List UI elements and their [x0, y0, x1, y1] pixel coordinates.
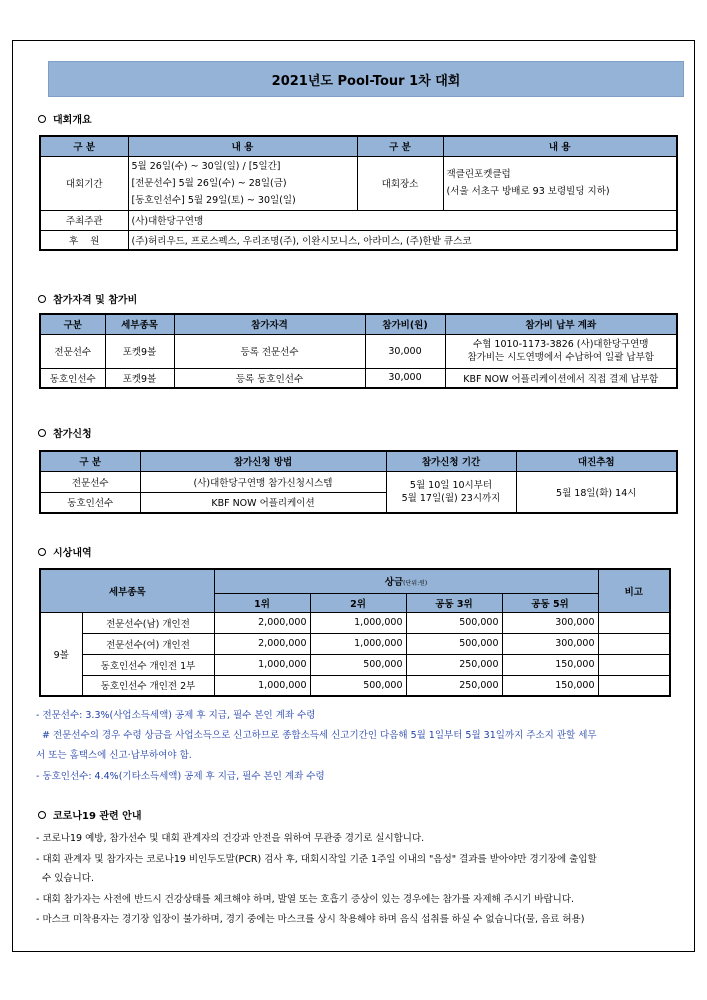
- period-value: [128, 156, 357, 210]
- prize-note-line: - 동호인선수: 4.4%(기타소득세액) 공제 후 지급, 필수 본인 계좌 수령: [36, 771, 325, 782]
- eligibility-type: 전문선수: [40, 334, 105, 368]
- circle-bullet-icon: [38, 548, 46, 556]
- prize-note: [598, 633, 670, 654]
- eligibility-payment: KBF NOW 어플리케이션에서 직접 결제 납부함: [445, 368, 677, 388]
- rank-header-3: 공동 3위: [406, 593, 502, 612]
- prize-1st: 2,000,000: [214, 633, 310, 654]
- prize-1st: 2,000,000: [214, 612, 310, 633]
- period-line: [동호인선수] 5월 29일(토) ~ 30일(일): [131, 194, 296, 206]
- eligibility-header-fee: 참가비(원): [365, 314, 445, 334]
- prizes-header-prize: [214, 569, 598, 593]
- prize-5th: 150,000: [502, 654, 598, 675]
- eligibility-payment: [445, 334, 677, 368]
- prize-note-line: - 전문선수: 3.3%(사업소득세액) 공제 후 지급, 필수 본인 계좌 수령: [36, 710, 316, 721]
- prize-event-name: 전문선수(남) 개인전: [82, 612, 214, 633]
- section-overview-heading: [38, 111, 92, 126]
- covid-line: - 대회 참가자는 사전에 반드시 건강상태를 체크해야 하며, 발열 또는 호흡기 증상이 있는 경우에는 참가를 자제해 주시기 바랍니다.: [36, 894, 575, 905]
- overview-header-category: 구 분: [40, 136, 128, 156]
- prizes-header-event: 세부종목: [40, 569, 214, 612]
- eligibility-table: [39, 313, 678, 389]
- registration-header-period: 참가신청 기간: [386, 451, 516, 471]
- host-value: (사)대한당구연맹: [128, 210, 677, 230]
- prize-note: [598, 654, 670, 675]
- section-eligibility-label: 참가자격 및 참가비: [53, 295, 138, 306]
- overview-header-content-2: 내 용: [443, 136, 677, 156]
- venue-value: [443, 156, 677, 210]
- prize-event-name: 전문선수(여) 개인전: [82, 633, 214, 654]
- period-label: 대회기간: [40, 156, 128, 210]
- prize-note: [598, 675, 670, 696]
- rank-header-5: 공동 5위: [502, 593, 598, 612]
- prize-note-line: 서 또는 홈택스에 신고·납부하여야 함.: [36, 750, 192, 761]
- section-overview-label: 대회개요: [53, 115, 92, 126]
- venue-line: (서울 서초구 방배로 93 보령빌딩 지하): [446, 186, 610, 197]
- eligibility-qualification: 등록 동호인선수: [174, 368, 365, 388]
- eligibility-header-event: 세부종목: [105, 314, 174, 334]
- section-prizes-label: 시상내역: [53, 548, 92, 559]
- eligibility-fee: 30,000: [365, 368, 445, 388]
- prize-event-name: 동호인선수 개인전 1부: [82, 654, 214, 675]
- section-covid-label: 코로나19 관련 안내: [53, 811, 142, 822]
- registration-method: (사)대한당구연맹 참가신청시스템: [140, 471, 386, 492]
- circle-bullet-icon: [38, 295, 46, 303]
- registration-period: [386, 471, 516, 513]
- eligibility-header-payment: 참가비 납부 계좌: [445, 314, 677, 334]
- registration-draw: 5월 18일(화) 14시: [516, 471, 677, 513]
- prize-5th: 300,000: [502, 633, 598, 654]
- venue-label: 대회장소: [357, 156, 443, 210]
- prize-note-line: # 전문선수의 경우 수령 상금을 사업소득으로 신고하므로 종합소득세 신고기간인 다음해 5월 1일부터 5월 31일까지 주소지 관할 세무: [36, 730, 597, 741]
- overview-header-content: 내 용: [128, 136, 357, 156]
- prize-3rd: 250,000: [406, 675, 502, 696]
- venue-line: 잭클린포켓클럽: [446, 169, 511, 180]
- prize-unit: (단위:원): [403, 580, 428, 588]
- registration-table: [39, 450, 678, 514]
- prize-2nd: 500,000: [310, 675, 406, 696]
- prize-2nd: 500,000: [310, 654, 406, 675]
- eligibility-event: 포켓9볼: [105, 334, 174, 368]
- eligibility-type: 동호인선수: [40, 368, 105, 388]
- prize-2nd: 1,000,000: [310, 612, 406, 633]
- prize-1st: 1,000,000: [214, 654, 310, 675]
- payment-line: 수협 1010-1173-3826 (사)대한당구연맹: [473, 339, 649, 350]
- registration-header-method: 참가신청 방법: [140, 451, 386, 471]
- prize-5th: 300,000: [502, 612, 598, 633]
- prize-event-name: 동호인선수 개인전 2부: [82, 675, 214, 696]
- circle-bullet-icon: [38, 429, 46, 437]
- covid-line: 수 있습니다.: [36, 873, 94, 884]
- eligibility-fee: 30,000: [365, 334, 445, 368]
- sponsor-value: (주)허리우드, 프로스펙스, 우리조명(주), 이완시모니스, 아라미스, (주)한밭 큐스코: [128, 230, 677, 250]
- covid-line: - 마스크 미착용자는 경기장 입장이 불가하며, 경기 중에는 마스크를 상시 착용해야 하며 음식 섭취를 하실 수 없습니다(물, 음료 허용): [36, 914, 585, 925]
- eligibility-header-type: 구분: [40, 314, 105, 334]
- section-prizes-heading: [38, 544, 92, 559]
- rank-header-2: 2위: [310, 593, 406, 612]
- period-line: 5월 26일(수) ~ 30일(일) / [5일간]: [131, 160, 281, 172]
- rank-header-1: 1위: [214, 593, 310, 612]
- prize-note: [598, 612, 670, 633]
- eligibility-header-qualification: 참가자격: [174, 314, 365, 334]
- registration-type: 동호인선수: [40, 492, 140, 513]
- registration-type: 전문선수: [40, 471, 140, 492]
- registration-method: KBF NOW 어플리케이션: [140, 492, 386, 513]
- section-eligibility-heading: [38, 291, 137, 306]
- page-title: 2021년도 Pool-Tour 1차 대회: [48, 61, 684, 97]
- section-covid-heading: [38, 807, 142, 822]
- prize-3rd: 500,000: [406, 612, 502, 633]
- period-line: 5월 17일(월) 23시까지: [401, 492, 501, 504]
- prize-3rd: 250,000: [406, 654, 502, 675]
- prizes-table: [39, 568, 671, 697]
- registration-header-type: 구 분: [40, 451, 140, 471]
- section-registration-label: 참가신청: [53, 429, 92, 440]
- payment-line: 참가비는 시도연맹에서 수납하여 일괄 납부함: [467, 352, 654, 363]
- covid-line: - 코로나19 예방, 참가선수 및 대회 관계자의 건강과 안전을 위하여 무관중 경기로 실시합니다.: [36, 833, 425, 844]
- host-label: 주최주관: [40, 210, 128, 230]
- section-registration-heading: [38, 425, 92, 440]
- eligibility-qualification: 등록 전문선수: [174, 334, 365, 368]
- period-line: [전문선수] 5월 26일(수) ~ 28일(금): [131, 177, 287, 189]
- prize-3rd: 500,000: [406, 633, 502, 654]
- prize-2nd: 1,000,000: [310, 633, 406, 654]
- registration-header-draw: 대진추첨: [516, 451, 677, 471]
- sponsor-label: 후 원: [40, 230, 128, 250]
- eligibility-event: 포켓9볼: [105, 368, 174, 388]
- circle-bullet-icon: [38, 115, 46, 123]
- prize-header-label: 상금: [384, 577, 404, 589]
- covid-line: - 대회 관계자 및 참가자는 코로나19 비인두도말(PCR) 검사 후, 대회시작일 기준 1주일 이내의 "음성" 결과를 받아야만 경기장에 출입할: [36, 854, 597, 865]
- prize-1st: 1,000,000: [214, 675, 310, 696]
- prizes-header-note: 비고: [598, 569, 670, 612]
- overview-table: [39, 135, 678, 251]
- period-line: 5월 10일 10시부터: [409, 479, 493, 491]
- circle-bullet-icon: [38, 811, 46, 819]
- overview-header-category-2: 구 분: [357, 136, 443, 156]
- prize-group: 9볼: [40, 612, 82, 696]
- prize-5th: 150,000: [502, 675, 598, 696]
